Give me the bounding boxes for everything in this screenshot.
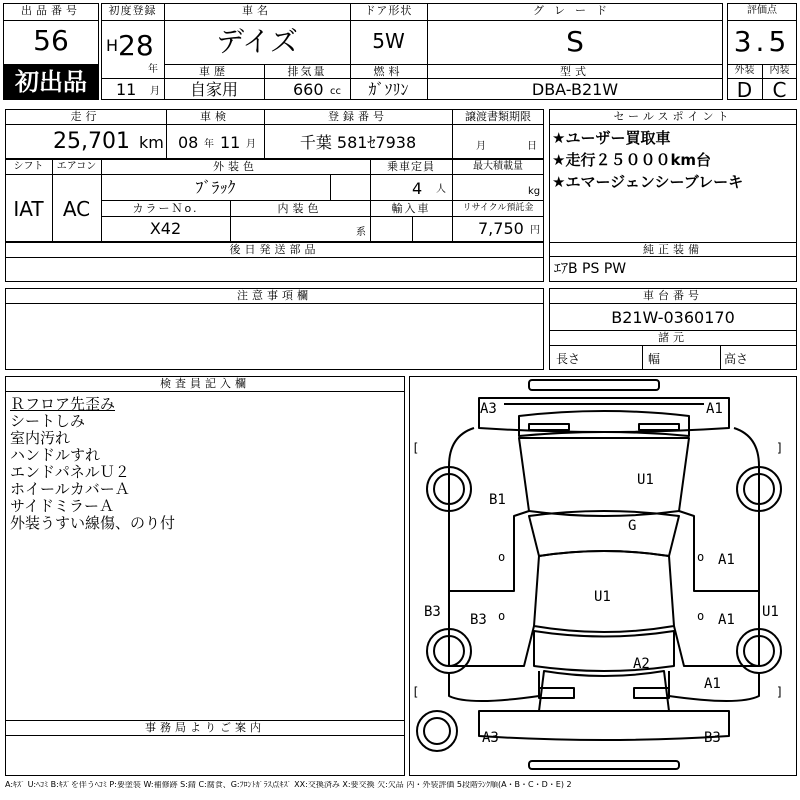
mark-o: o (697, 550, 705, 564)
shift-label: シフト (13, 161, 44, 172)
interior-color-suffix: 系 (356, 227, 366, 238)
import-label: 輸入車 (391, 202, 431, 215)
transfer-day: 日 (527, 141, 537, 152)
car-name: デイズ (216, 25, 298, 58)
transfer-label: 譲渡書類期限 (465, 110, 531, 123)
damage-mark: U1 (594, 589, 611, 605)
reg-month: 11 (116, 80, 137, 99)
plate-number: 千葉 581ｾ7938 (299, 133, 417, 152)
disp-unit: cc (330, 86, 341, 97)
sales-point-3: ★エマージェンシーブレーキ (552, 173, 744, 191)
fuel-label: 燃料 (373, 65, 404, 78)
car-name-label: 車名 (242, 4, 272, 17)
year-unit: 年 (148, 64, 158, 75)
damage-mark: B3 (704, 730, 721, 746)
bracket-left: [ (412, 685, 420, 699)
lot-label: 出品番号 (21, 4, 81, 17)
door-label: ドア形状 (364, 4, 413, 17)
dims-label: 諸元 (658, 331, 688, 344)
mileage-label: 走行 (70, 110, 101, 123)
mileage: 25,701 (53, 129, 130, 154)
inspector-note: エンドパネルＵ２ (10, 463, 130, 481)
int-grade: C (772, 78, 787, 102)
inspector-note: ハンドルすれ (10, 446, 101, 464)
fuel: ｶﾞｿﾘﾝ (368, 80, 409, 99)
color-label: 外装色 (213, 160, 258, 173)
recycle-label: リサイクル預託金 (462, 203, 534, 213)
damage-mark: B3 (470, 612, 487, 628)
inspection-year-unit: 年 (204, 139, 214, 150)
body-color: ﾌﾞﾗｯｸ (195, 178, 236, 197)
inspector-note: 外装うすい線傷、のり付 (10, 514, 176, 532)
month-unit: 月 (150, 86, 160, 97)
era: H (106, 36, 119, 55)
mark-o: o (498, 550, 506, 564)
capacity-unit: 人 (436, 184, 446, 195)
ac-label: エアコン (56, 161, 97, 172)
recycle-fee: 7,750 (478, 219, 524, 238)
mark-o: o (498, 609, 506, 623)
damage-mark: A2 (633, 656, 650, 672)
ext-label: 外装 (734, 65, 755, 76)
equipment: ｴｱB PS PW (554, 261, 627, 277)
chassis-number: B21W-0360170 (611, 308, 735, 327)
sales-label: セールスポイント (613, 110, 733, 123)
chassis-label: 車台番号 (643, 289, 703, 302)
caution-label: 注意事項欄 (237, 289, 312, 302)
history: 自家用 (189, 80, 238, 99)
color-code: X42 (149, 219, 182, 238)
load-label: 最大積載量 (473, 161, 523, 172)
ext-grade: D (736, 78, 753, 102)
sales-point-2: ★走行２５０００km台 (552, 151, 712, 169)
shift: IAT (13, 197, 44, 221)
equipment-label: 純正装備 (643, 243, 703, 256)
bracket-left: [ (412, 441, 420, 455)
car-diagram (409, 376, 797, 776)
history-label: 車歴 (199, 65, 229, 78)
inspection-month: 11 (220, 133, 241, 152)
width-label: 幅 (648, 352, 661, 366)
damage-mark: B3 (424, 604, 441, 620)
legend: A:ｷｽﾞ U:ﾍｺﾐ B:ｷｽﾞを伴うﾍｺﾐ P:要塗装 W:補修跡 S:錆 C:腐食、G:ﾌﾛﾝﾄｶﾞﾗｽ点ｷｽﾞ XX:交換済み X:要交換 欠:欠品 内・外装評価 5段階ﾗﾝｸ順(A・B・C・D・E) 2 (5, 781, 572, 789)
capacity-label: 乗車定員 (387, 160, 435, 173)
mileage-unit: km (139, 133, 164, 152)
bracket-right: ] (776, 685, 784, 699)
damage-mark: A3 (482, 730, 499, 746)
inspector-note: シートしみ (10, 412, 86, 430)
int-label: 内装 (769, 65, 790, 76)
interior-color-label: 内装色 (277, 202, 323, 215)
height-label: 高さ (724, 352, 749, 366)
door-type: 5W (372, 29, 405, 53)
inspection-month-unit: 月 (246, 139, 256, 150)
later-parts-label: 後日発送部品 (229, 243, 320, 256)
inspection-label: 車検 (200, 110, 230, 123)
length-label: 長さ (556, 352, 581, 366)
lot-number: 56 (33, 24, 69, 57)
damage-mark: A1 (718, 612, 735, 628)
first-listing-badge: 初出品 (4, 65, 98, 99)
inspector-note: Ｒフロア先歪み (10, 395, 116, 413)
bracket-right: ] (776, 441, 784, 455)
mark-o: o (697, 609, 705, 623)
air-conditioner: AC (62, 197, 91, 221)
displacement: 660 (293, 80, 324, 99)
inspector-notes (10, 396, 400, 532)
plate-label: 登録番号 (328, 110, 388, 123)
damage-mark: U1 (762, 604, 779, 620)
reg-year: 28 (118, 29, 154, 62)
damage-mark: A3 (480, 401, 497, 417)
inspector-label: 検査員記入欄 (160, 377, 250, 390)
first-reg-label: 初度登録 (108, 4, 157, 17)
inspector-note: 室内汚れ (10, 429, 71, 447)
inspector-note: サイドミラーＡ (10, 497, 114, 515)
inspector-note: ホイールカバーＡ (10, 480, 130, 498)
inspection-year: 08 (178, 133, 199, 152)
damage-mark: G (628, 518, 637, 534)
model-code: DBA-B21W (531, 80, 619, 99)
damage-mark: B1 (489, 492, 506, 508)
score: 3.5 (733, 25, 791, 58)
damage-mark: U1 (637, 472, 654, 488)
disp-label: 排気量 (287, 65, 327, 78)
office-label: 事務局よりご案内 (145, 721, 265, 734)
grade-label: グレード (533, 4, 617, 17)
damage-mark: A1 (704, 676, 721, 692)
transfer-month: 月 (476, 141, 486, 152)
score-label: 評価点 (747, 5, 777, 16)
grade: S (566, 25, 584, 58)
sales-point-1: ★ユーザー買取車 (552, 129, 671, 147)
load-unit: kg (528, 186, 541, 197)
recycle-unit: 円 (530, 225, 540, 236)
capacity: 4 (412, 179, 423, 198)
damage-mark: A1 (718, 552, 735, 568)
model-label: 型式 (560, 65, 590, 78)
damage-mark: A1 (706, 401, 723, 417)
color-code-label: カラーＮo. (132, 202, 199, 215)
